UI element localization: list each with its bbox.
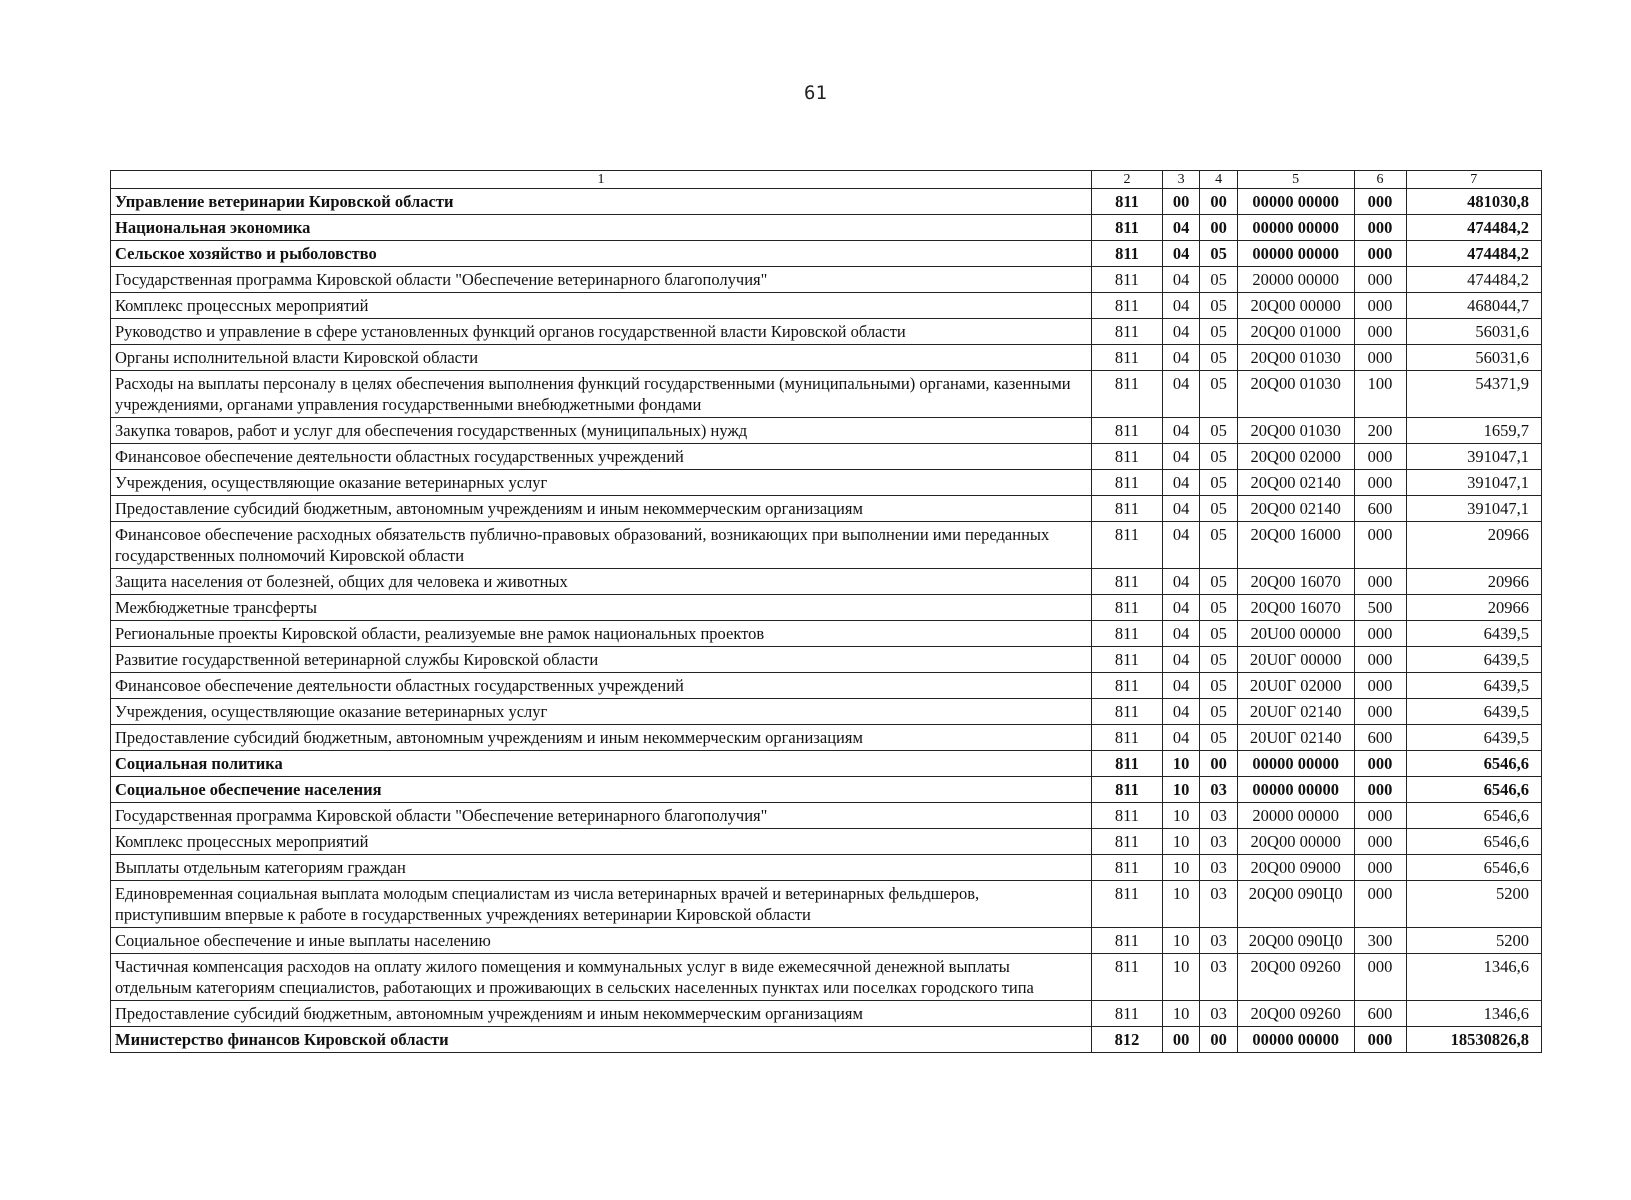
row-col4-cell: 00 (1200, 189, 1237, 215)
row-col5-cell: 00000 00000 (1237, 189, 1354, 215)
row-col4-cell: 05 (1200, 470, 1237, 496)
row-col5-cell: 20U0Г 00000 (1237, 647, 1354, 673)
row-name-cell: Предоставление субсидий бюджетным, автономным учреждениям и иным некоммерческим организациям (111, 725, 1092, 751)
row-col4-cell: 05 (1200, 293, 1237, 319)
row-col6-cell: 000 (1354, 293, 1406, 319)
row-name-cell: Учреждения, осуществляющие оказание ветеринарных услуг (111, 470, 1092, 496)
row-col5-cell: 00000 00000 (1237, 241, 1354, 267)
row-col6-cell: 000 (1354, 345, 1406, 371)
row-col3-cell: 04 (1162, 371, 1199, 418)
column-header: 7 (1406, 171, 1541, 189)
row-col7-cell: 18530826,8 (1406, 1027, 1541, 1053)
column-header-row (111, 171, 1542, 189)
row-col4-cell: 03 (1200, 881, 1237, 928)
row-col6-cell: 000 (1354, 1027, 1406, 1053)
row-col7-cell: 54371,9 (1406, 371, 1541, 418)
table-row (111, 647, 1542, 673)
row-col5-cell: 20Q00 16070 (1237, 595, 1354, 621)
row-col7-cell: 1346,6 (1406, 1001, 1541, 1027)
row-col4-cell: 00 (1200, 1027, 1237, 1053)
row-col3-cell: 10 (1162, 881, 1199, 928)
row-col3-cell: 04 (1162, 647, 1199, 673)
row-col3-cell: 10 (1162, 829, 1199, 855)
row-col4-cell: 00 (1200, 751, 1237, 777)
row-name-cell: Защита населения от болезней, общих для человека и животных (111, 569, 1092, 595)
row-col5-cell: 20Q00 16070 (1237, 569, 1354, 595)
row-col4-cell: 03 (1200, 777, 1237, 803)
table-row (111, 881, 1542, 928)
row-col7-cell: 6439,5 (1406, 621, 1541, 647)
row-col4-cell: 05 (1200, 699, 1237, 725)
row-col4-cell: 03 (1200, 954, 1237, 1001)
row-name-cell: Органы исполнительной власти Кировской области (111, 345, 1092, 371)
page-number: 61 (804, 82, 827, 104)
row-col3-cell: 04 (1162, 569, 1199, 595)
row-col3-cell: 10 (1162, 751, 1199, 777)
row-col4-cell: 05 (1200, 725, 1237, 751)
column-header: 3 (1162, 171, 1199, 189)
table-row (111, 215, 1542, 241)
row-col2-cell: 811 (1092, 803, 1163, 829)
row-col6-cell: 000 (1354, 751, 1406, 777)
row-name-cell: Сельское хозяйство и рыболовство (111, 241, 1092, 267)
table-row (111, 319, 1542, 345)
row-col7-cell: 468044,7 (1406, 293, 1541, 319)
row-col7-cell: 391047,1 (1406, 444, 1541, 470)
row-col3-cell: 10 (1162, 777, 1199, 803)
row-col3-cell: 00 (1162, 189, 1199, 215)
row-name-cell: Комплекс процессных мероприятий (111, 293, 1092, 319)
row-col7-cell: 5200 (1406, 928, 1541, 954)
row-col7-cell: 481030,8 (1406, 189, 1541, 215)
table-row (111, 725, 1542, 751)
row-col7-cell: 20966 (1406, 569, 1541, 595)
row-col5-cell: 20000 00000 (1237, 803, 1354, 829)
row-name-cell: Социальное обеспечение и иные выплаты населению (111, 928, 1092, 954)
row-col4-cell: 05 (1200, 444, 1237, 470)
row-col6-cell: 000 (1354, 647, 1406, 673)
row-col6-cell: 000 (1354, 215, 1406, 241)
row-col4-cell: 05 (1200, 522, 1237, 569)
row-col6-cell: 600 (1354, 1001, 1406, 1027)
row-name-cell: Руководство и управление в сфере установленных функций органов государственной власти Кировской области (111, 319, 1092, 345)
row-col7-cell: 1346,6 (1406, 954, 1541, 1001)
table-row (111, 699, 1542, 725)
row-col7-cell: 6546,6 (1406, 829, 1541, 855)
row-col5-cell: 20Q00 00000 (1237, 829, 1354, 855)
row-col4-cell: 03 (1200, 855, 1237, 881)
row-col5-cell: 20Q00 01030 (1237, 371, 1354, 418)
row-col7-cell: 1659,7 (1406, 418, 1541, 444)
row-col3-cell: 04 (1162, 470, 1199, 496)
table-row (111, 267, 1542, 293)
row-col5-cell: 20U0Г 02140 (1237, 725, 1354, 751)
row-col5-cell: 20Q00 16000 (1237, 522, 1354, 569)
row-name-cell: Управление ветеринарии Кировской области (111, 189, 1092, 215)
row-col3-cell: 10 (1162, 954, 1199, 1001)
table-row (111, 241, 1542, 267)
row-col7-cell: 20966 (1406, 595, 1541, 621)
column-header: 6 (1354, 171, 1406, 189)
table-row (111, 829, 1542, 855)
row-col6-cell: 000 (1354, 954, 1406, 1001)
row-col2-cell: 811 (1092, 621, 1163, 647)
row-col7-cell: 6546,6 (1406, 777, 1541, 803)
row-col2-cell: 811 (1092, 881, 1163, 928)
row-col5-cell: 00000 00000 (1237, 215, 1354, 241)
row-col2-cell: 811 (1092, 496, 1163, 522)
row-name-cell: Учреждения, осуществляющие оказание ветеринарных услуг (111, 699, 1092, 725)
column-header: 5 (1237, 171, 1354, 189)
table-row (111, 522, 1542, 569)
row-col4-cell: 05 (1200, 418, 1237, 444)
row-name-cell: Региональные проекты Кировской области, реализуемые вне рамок национальных проектов (111, 621, 1092, 647)
row-col6-cell: 000 (1354, 267, 1406, 293)
row-name-cell: Национальная экономика (111, 215, 1092, 241)
row-col7-cell: 6546,6 (1406, 855, 1541, 881)
row-name-cell: Социальное обеспечение населения (111, 777, 1092, 803)
row-name-cell: Финансовое обеспечение расходных обязательств публично-правовых образований, возникающих при выполнении ими переданных государственных полномочий Кировской области (111, 522, 1092, 569)
row-col3-cell: 04 (1162, 673, 1199, 699)
row-col2-cell: 811 (1092, 751, 1163, 777)
table-row (111, 954, 1542, 1001)
row-col6-cell: 500 (1354, 595, 1406, 621)
column-header: 1 (111, 171, 1092, 189)
row-col4-cell: 05 (1200, 673, 1237, 699)
row-col6-cell: 200 (1354, 418, 1406, 444)
table-row (111, 371, 1542, 418)
row-col7-cell: 6439,5 (1406, 699, 1541, 725)
row-col2-cell: 811 (1092, 673, 1163, 699)
table-row (111, 1001, 1542, 1027)
row-col5-cell: 20Q00 09260 (1237, 954, 1354, 1001)
row-col7-cell: 6546,6 (1406, 751, 1541, 777)
table-row (111, 569, 1542, 595)
row-col3-cell: 04 (1162, 241, 1199, 267)
row-col5-cell: 20Q00 09260 (1237, 1001, 1354, 1027)
table-row (111, 496, 1542, 522)
row-col6-cell: 000 (1354, 470, 1406, 496)
row-name-cell: Предоставление субсидий бюджетным, автономным учреждениям и иным некоммерческим организациям (111, 496, 1092, 522)
row-col6-cell: 000 (1354, 522, 1406, 569)
row-col6-cell: 000 (1354, 319, 1406, 345)
table-row (111, 803, 1542, 829)
table-row (111, 293, 1542, 319)
row-col7-cell: 20966 (1406, 522, 1541, 569)
row-col7-cell: 56031,6 (1406, 345, 1541, 371)
row-col4-cell: 05 (1200, 621, 1237, 647)
row-col3-cell: 04 (1162, 345, 1199, 371)
row-col7-cell: 6439,5 (1406, 725, 1541, 751)
row-col2-cell: 811 (1092, 267, 1163, 293)
row-col3-cell: 04 (1162, 319, 1199, 345)
row-col2-cell: 811 (1092, 189, 1163, 215)
row-col3-cell: 04 (1162, 418, 1199, 444)
row-col2-cell: 811 (1092, 444, 1163, 470)
row-col5-cell: 20Q00 01000 (1237, 319, 1354, 345)
row-name-cell: Частичная компенсация расходов на оплату жилого помещения и коммунальных услуг в виде ежемесячной денежной выплаты отдельным категориям специалистов, работающих и проживающих в сельских населенных пунктах или поселках городского типа (111, 954, 1092, 1001)
row-name-cell: Межбюджетные трансферты (111, 595, 1092, 621)
row-col6-cell: 000 (1354, 699, 1406, 725)
row-col7-cell: 474484,2 (1406, 267, 1541, 293)
row-col5-cell: 00000 00000 (1237, 751, 1354, 777)
table-row (111, 444, 1542, 470)
table-row (111, 855, 1542, 881)
row-col3-cell: 04 (1162, 293, 1199, 319)
row-col2-cell: 811 (1092, 595, 1163, 621)
row-col2-cell: 811 (1092, 647, 1163, 673)
table-row (111, 621, 1542, 647)
row-col3-cell: 10 (1162, 928, 1199, 954)
column-header: 4 (1200, 171, 1237, 189)
row-name-cell: Министерство финансов Кировской области (111, 1027, 1092, 1053)
row-name-cell: Выплаты отдельным категориям граждан (111, 855, 1092, 881)
row-col4-cell: 03 (1200, 928, 1237, 954)
table-row (111, 673, 1542, 699)
row-col4-cell: 03 (1200, 829, 1237, 855)
row-col2-cell: 811 (1092, 215, 1163, 241)
table-row (111, 777, 1542, 803)
row-col5-cell: 20Q00 00000 (1237, 293, 1354, 319)
row-col5-cell: 20Q00 090Ц0 (1237, 881, 1354, 928)
table-row (111, 345, 1542, 371)
row-col5-cell: 20Q00 09000 (1237, 855, 1354, 881)
row-col6-cell: 000 (1354, 569, 1406, 595)
row-col3-cell: 04 (1162, 522, 1199, 569)
row-col6-cell: 000 (1354, 777, 1406, 803)
row-col2-cell: 811 (1092, 829, 1163, 855)
row-col2-cell: 811 (1092, 777, 1163, 803)
table-row (111, 1027, 1542, 1053)
row-col6-cell: 000 (1354, 189, 1406, 215)
column-header: 2 (1092, 171, 1163, 189)
row-col4-cell: 05 (1200, 371, 1237, 418)
row-col2-cell: 811 (1092, 522, 1163, 569)
row-name-cell: Единовременная социальная выплата молодым специалистам из числа ветеринарных врачей и ветеринарных фельдшеров, приступившим впервые к работе в государственных учреждениях ветеринарии Кировской области (111, 881, 1092, 928)
row-col4-cell: 03 (1200, 1001, 1237, 1027)
row-col5-cell: 20000 00000 (1237, 267, 1354, 293)
row-col4-cell: 05 (1200, 569, 1237, 595)
row-col3-cell: 10 (1162, 855, 1199, 881)
table-row (111, 928, 1542, 954)
row-col3-cell: 04 (1162, 444, 1199, 470)
row-col4-cell: 05 (1200, 319, 1237, 345)
row-col5-cell: 00000 00000 (1237, 777, 1354, 803)
row-col5-cell: 20Q00 02000 (1237, 444, 1354, 470)
row-name-cell: Социальная политика (111, 751, 1092, 777)
row-col3-cell: 04 (1162, 267, 1199, 293)
row-name-cell: Финансовое обеспечение деятельности областных государственных учреждений (111, 444, 1092, 470)
row-col4-cell: 05 (1200, 241, 1237, 267)
row-col5-cell: 20U00 00000 (1237, 621, 1354, 647)
row-col6-cell: 000 (1354, 241, 1406, 267)
row-col7-cell: 6439,5 (1406, 647, 1541, 673)
row-col5-cell: 20U0Г 02140 (1237, 699, 1354, 725)
row-col3-cell: 10 (1162, 1001, 1199, 1027)
row-col2-cell: 811 (1092, 371, 1163, 418)
row-col5-cell: 20U0Г 02000 (1237, 673, 1354, 699)
row-col2-cell: 811 (1092, 319, 1163, 345)
row-col3-cell: 04 (1162, 496, 1199, 522)
row-col6-cell: 100 (1354, 371, 1406, 418)
row-col7-cell: 474484,2 (1406, 241, 1541, 267)
row-col6-cell: 000 (1354, 855, 1406, 881)
row-col5-cell: 20Q00 01030 (1237, 418, 1354, 444)
row-col7-cell: 391047,1 (1406, 496, 1541, 522)
row-col2-cell: 811 (1092, 241, 1163, 267)
row-col2-cell: 811 (1092, 418, 1163, 444)
row-col6-cell: 000 (1354, 444, 1406, 470)
row-col3-cell: 00 (1162, 1027, 1199, 1053)
row-col6-cell: 600 (1354, 725, 1406, 751)
row-name-cell: Расходы на выплаты персоналу в целях обеспечения выполнения функций государственными (муниципальными) органами, казенными учреждениями, органами управления государственными внебюджетными фондами (111, 371, 1092, 418)
row-col2-cell: 811 (1092, 293, 1163, 319)
row-col4-cell: 05 (1200, 496, 1237, 522)
row-col6-cell: 000 (1354, 673, 1406, 699)
row-col2-cell: 811 (1092, 470, 1163, 496)
row-col2-cell: 811 (1092, 1001, 1163, 1027)
row-name-cell: Комплекс процессных мероприятий (111, 829, 1092, 855)
row-col4-cell: 00 (1200, 215, 1237, 241)
row-col7-cell: 56031,6 (1406, 319, 1541, 345)
row-name-cell: Государственная программа Кировской области "Обеспечение ветеринарного благополучия" (111, 803, 1092, 829)
row-col6-cell: 000 (1354, 621, 1406, 647)
row-col5-cell: 20Q00 02140 (1237, 496, 1354, 522)
row-col2-cell: 811 (1092, 699, 1163, 725)
row-col2-cell: 811 (1092, 928, 1163, 954)
budget-table (110, 170, 1542, 1053)
table-row (111, 595, 1542, 621)
row-col6-cell: 600 (1354, 496, 1406, 522)
row-col2-cell: 811 (1092, 855, 1163, 881)
row-col7-cell: 6439,5 (1406, 673, 1541, 699)
row-col4-cell: 05 (1200, 267, 1237, 293)
row-col5-cell: 20Q00 090Ц0 (1237, 928, 1354, 954)
row-col7-cell: 6546,6 (1406, 803, 1541, 829)
table-row (111, 751, 1542, 777)
row-col6-cell: 000 (1354, 881, 1406, 928)
row-col2-cell: 811 (1092, 569, 1163, 595)
row-col2-cell: 811 (1092, 725, 1163, 751)
row-name-cell: Предоставление субсидий бюджетным, автономным учреждениям и иным некоммерческим организациям (111, 1001, 1092, 1027)
row-col4-cell: 05 (1200, 647, 1237, 673)
table-row (111, 470, 1542, 496)
row-name-cell: Закупка товаров, работ и услуг для обеспечения государственных (муниципальных) нужд (111, 418, 1092, 444)
row-name-cell: Финансовое обеспечение деятельности областных государственных учреждений (111, 673, 1092, 699)
row-col7-cell: 391047,1 (1406, 470, 1541, 496)
row-col3-cell: 04 (1162, 725, 1199, 751)
row-col2-cell: 812 (1092, 1027, 1163, 1053)
row-col5-cell: 20Q00 01030 (1237, 345, 1354, 371)
row-col4-cell: 05 (1200, 595, 1237, 621)
row-col2-cell: 811 (1092, 345, 1163, 371)
table-row (111, 189, 1542, 215)
table-row (111, 418, 1542, 444)
row-col6-cell: 000 (1354, 829, 1406, 855)
row-col4-cell: 03 (1200, 803, 1237, 829)
row-name-cell: Государственная программа Кировской области "Обеспечение ветеринарного благополучия" (111, 267, 1092, 293)
row-col6-cell: 000 (1354, 803, 1406, 829)
row-col3-cell: 04 (1162, 699, 1199, 725)
row-col3-cell: 04 (1162, 595, 1199, 621)
row-col5-cell: 20Q00 02140 (1237, 470, 1354, 496)
row-col6-cell: 300 (1354, 928, 1406, 954)
row-col4-cell: 05 (1200, 345, 1237, 371)
row-col3-cell: 04 (1162, 215, 1199, 241)
row-col3-cell: 04 (1162, 621, 1199, 647)
row-col2-cell: 811 (1092, 954, 1163, 1001)
row-col3-cell: 10 (1162, 803, 1199, 829)
row-col7-cell: 5200 (1406, 881, 1541, 928)
row-name-cell: Развитие государственной ветеринарной службы Кировской области (111, 647, 1092, 673)
row-col5-cell: 00000 00000 (1237, 1027, 1354, 1053)
row-col7-cell: 474484,2 (1406, 215, 1541, 241)
